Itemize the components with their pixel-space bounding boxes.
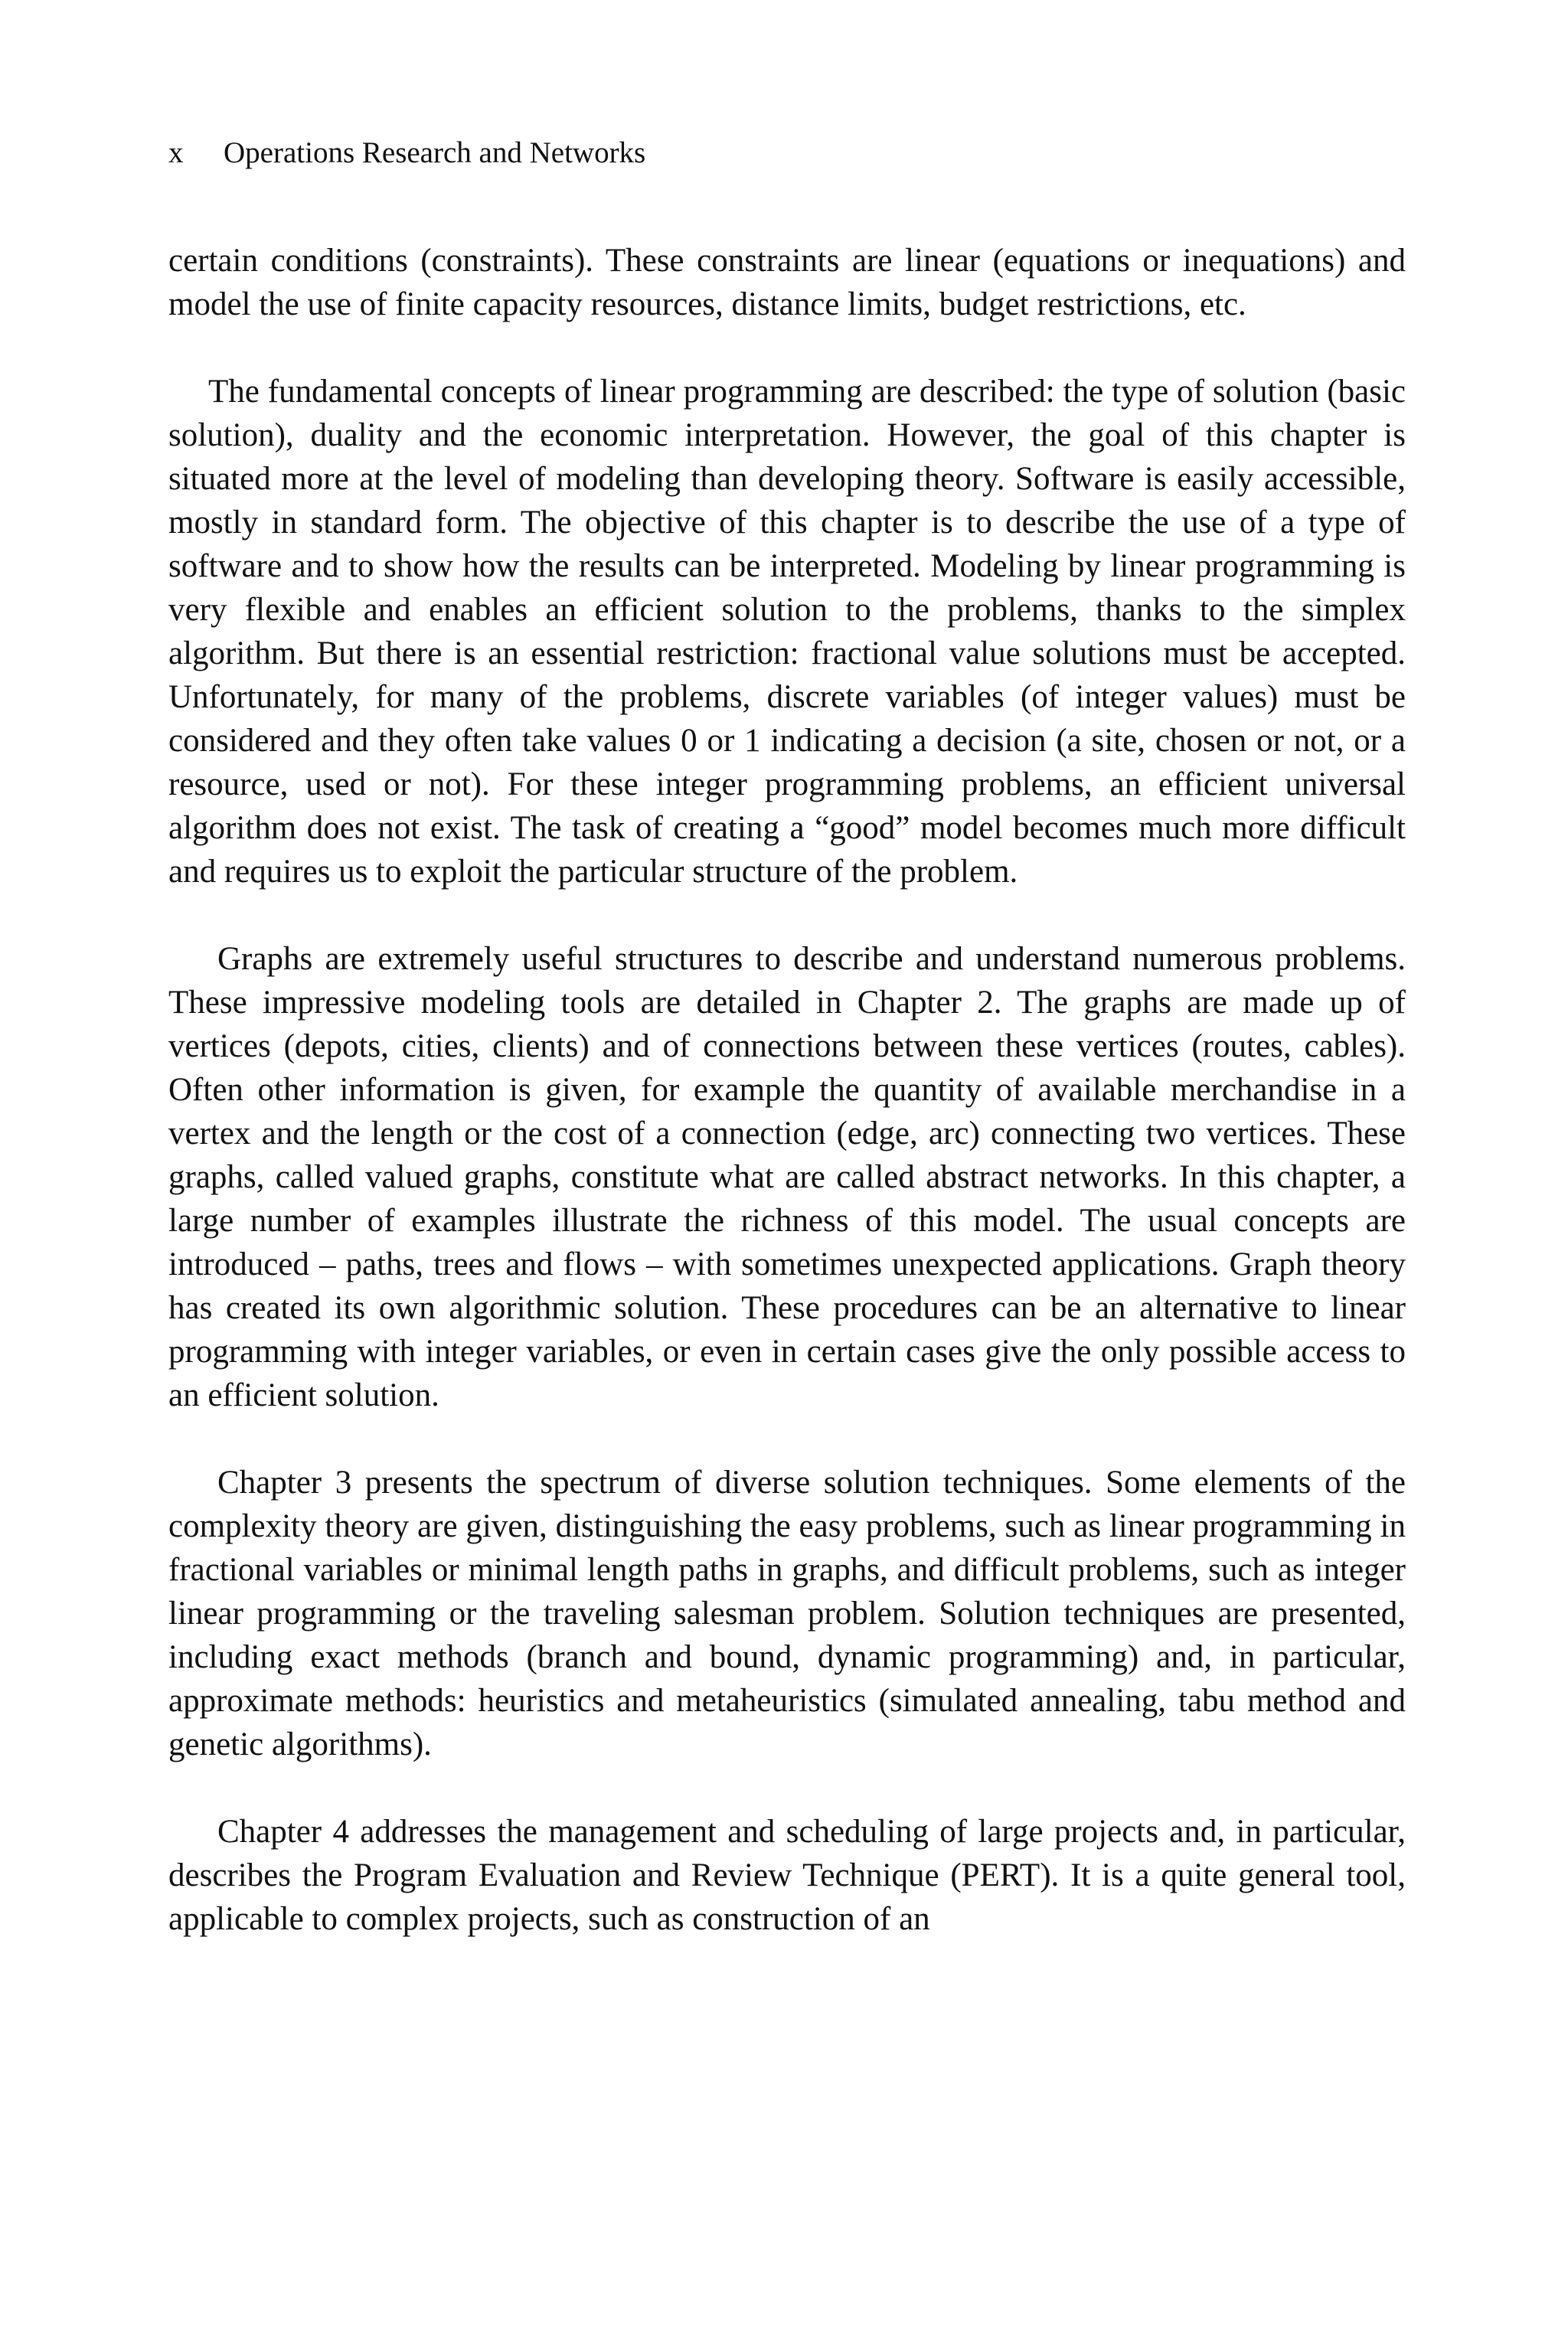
running-header (168, 135, 645, 172)
paragraph-constraints-continued: certain conditions (constraints). These constraints are linear (equations or inequations) and model the use of finite capacity resources, distance limits, budget restrictions, etc. (168, 243, 1406, 322)
paragraph-graphs: Graphs are extremely useful structures to describe and understand numerous problems. These impressive modeling tools are detailed in Chapter 2. The graphs are made up of vertices (depots, cities, clients) and of connections between these vertices (routes, cables). Often other information is given, for example the quantity of available merchandise in a vertex and the length or the cost of a connection (edge, arc) connecting two vertices. These graphs, called valued graphs, constitute what are called abstract networks. In this chapter, a large number of examples illustrate the richness of this model. The usual concepts are introduced – paths, trees and flows – with sometimes unexpected applications. Graph theory has created its own algorithmic solution. These procedures can be an alternative to linear programming with integer variables, or even in certain cases give the only possible access to an efficient solution. (168, 941, 1406, 1413)
paragraph-chapter-4: Chapter 4 addresses the management and scheduling of large projects and, in particular, describes the Program Evaluation and Review Technique (PERT). It is a quite general tool, applicable to complex projects, such as construction of an (168, 1814, 1406, 1937)
running-title: Operations Research and Networks (224, 136, 646, 169)
paragraph-linear-programming: The fundamental concepts of linear programming are described: the type of solution (basic solution), duality and the economic interpretation. However, the goal of this chapter is situated more at the level of modeling than developing theory. Software is easily accessible, mostly in standard form. The objective of this chapter is to describe the use of a type of software and to show how the results can be interpreted. Modeling by linear programming is very flexible and enables an efficient solution to the problems, thanks to the simplex algorithm. But there is an essential restriction: fractional value solutions must be accepted. Unfortunately, for many of the problems, discrete variables (of integer values) must be considered and they often take values 0 or 1 indicating a decision (a site, chosen or not, or a resource, used or not). For these integer programming problems, an efficient universal algorithm does not exist. The task of creating a “good” model becomes much more difficult and requires us to exploit the particular structure of the problem. (168, 374, 1406, 890)
page-number: x (168, 136, 184, 169)
page-body (168, 239, 1406, 1941)
paragraph-chapter-3: Chapter 3 presents the spectrum of diverse solution techniques. Some elements of the complexity theory are given, distinguishing the easy problems, such as linear programming in fractional variables or minimal length paths in graphs, and difficult problems, such as integer linear programming or the traveling salesman problem. Solution techniques are presented, including exact methods (branch and bound, dynamic programming) and, in particular, approximate methods: heuristics and metaheuristics (simulated annealing, tabu method and genetic algorithms). (168, 1465, 1406, 1762)
